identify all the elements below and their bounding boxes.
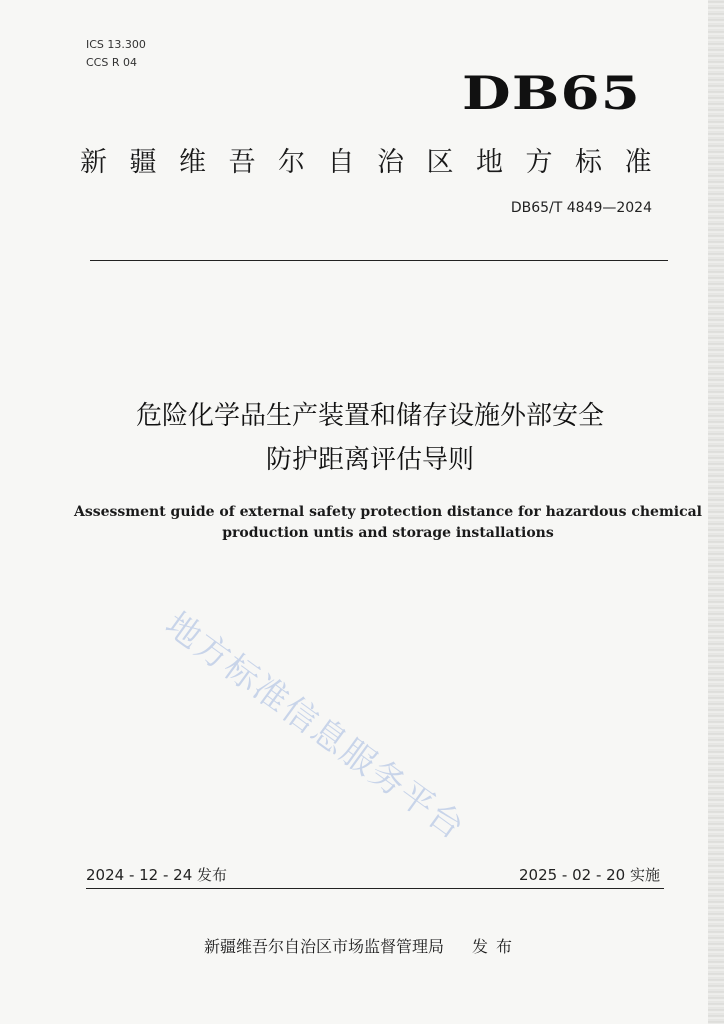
implement-date: 2025 - 02 - 20 实施	[518, 866, 660, 884]
english-title	[70, 502, 706, 544]
ics-code: ICS 13.300	[86, 38, 146, 51]
watermark: 地方标准信息服务平台	[157, 604, 473, 849]
english-title-line-1: Assessment guide of external safety protection distance for hazardous chemical	[74, 504, 702, 520]
issuer-name: 新疆维吾尔自治区市场监督管理局	[203, 937, 444, 956]
chinese-title	[40, 394, 700, 482]
publish-date: 2024 - 12 - 24 发布	[86, 866, 228, 884]
english-title-line-2: production untis and storage installations	[222, 525, 554, 541]
issuer-line	[0, 934, 724, 957]
issuer-action: 发布	[472, 937, 521, 956]
ccs-code: CCS R 04	[86, 56, 137, 69]
chinese-title-line-1: 危险化学品生产装置和储存设施外部安全	[135, 401, 604, 431]
standard-category: 新疆维吾尔自治区地方标准	[80, 147, 674, 178]
db65-logo: DB65	[462, 66, 642, 120]
classification-codes	[86, 36, 146, 72]
footer-divider	[86, 888, 664, 889]
header-divider	[90, 260, 668, 261]
scan-edge	[708, 0, 724, 1024]
chinese-title-line-2: 防护距离评估导则	[265, 445, 474, 475]
standard-number: DB65/T 4849—2024	[510, 200, 652, 216]
